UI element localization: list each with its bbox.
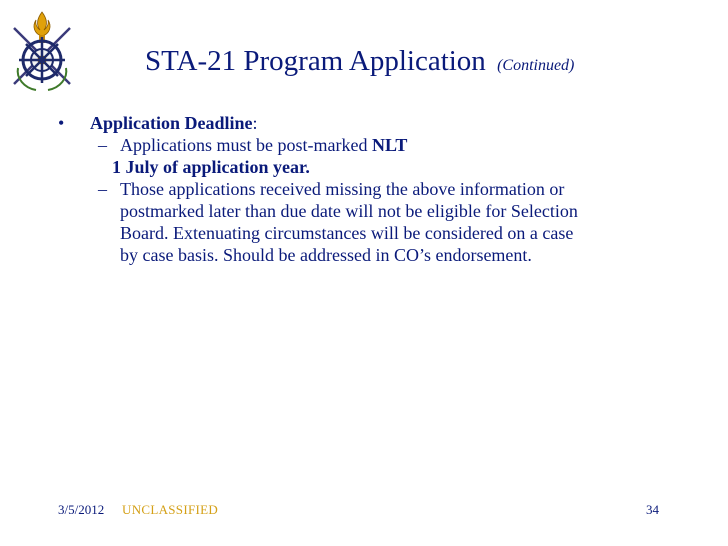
footer-date: 3/5/2012 [58,502,105,517]
text-line: postmarked later than due date will not be eligible for Selection [120,201,578,221]
title-subtitle: (Continued) [497,57,575,74]
sub-item-deadline [98,134,698,156]
sub-item-eligibility [98,178,698,266]
title-text: STA-21 Program Application [145,45,486,77]
text-line: Those applications received missing the above information or [120,179,565,199]
bullet-label: Application Deadline: [90,113,258,133]
deadline-date: 1 July of application year. [112,157,310,177]
dash-glyph: – [98,179,107,199]
sub-item-text [120,178,698,266]
naval-emblem-icon [6,8,78,92]
dash-glyph: – [98,135,107,155]
sub-item-text: Applications must be post-marked NLT [120,135,408,155]
bullet-glyph: • [58,113,65,133]
text-line: by case basis. Should be addressed in CO’s endorsement. [120,245,532,265]
text-line: Board. Extenuating circumstances will be considered on a case [120,223,574,243]
slide-content [58,112,698,266]
bullet-item [58,112,698,134]
footer-classification: UNCLASSIFIED [122,502,219,517]
page-number: 34 [646,502,659,517]
slide-title [145,44,705,83]
